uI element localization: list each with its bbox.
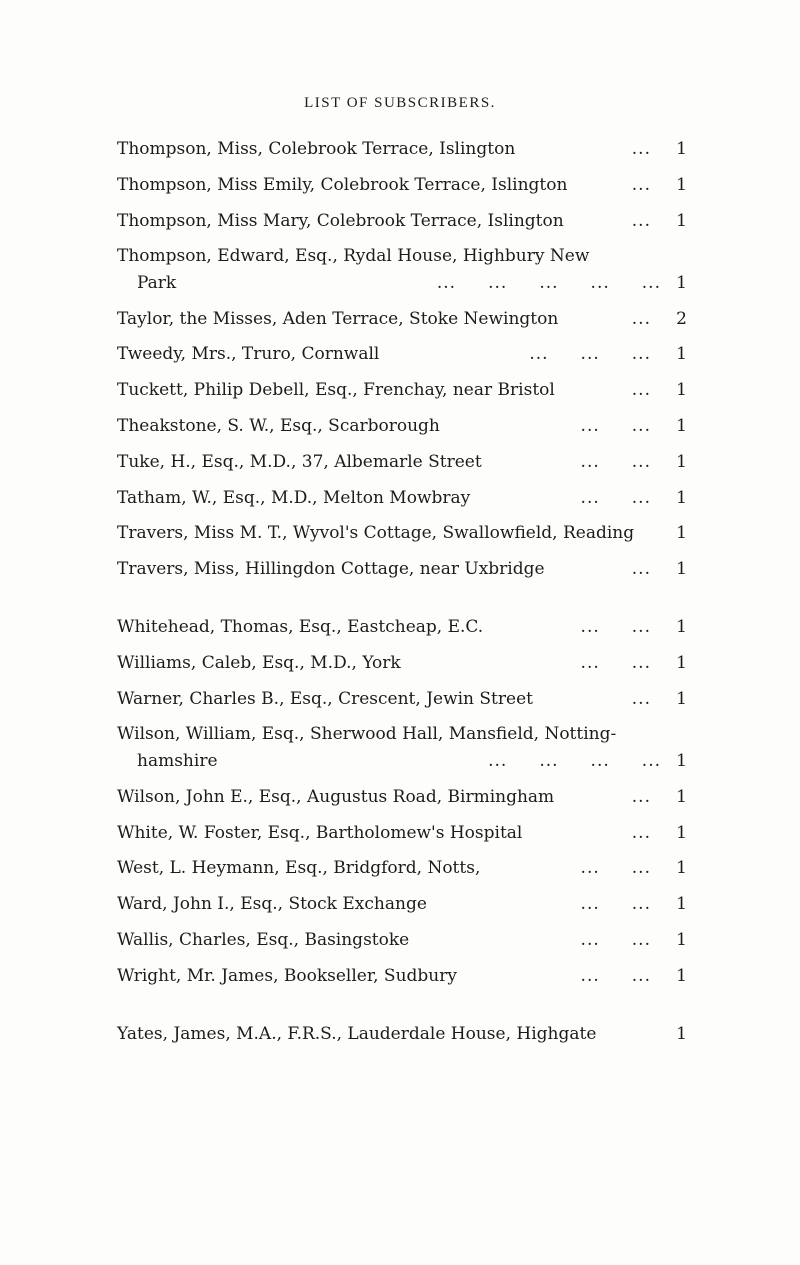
leader-dots: ... [631, 210, 651, 231]
copies-count: 1 [676, 858, 687, 879]
group-w [117, 614, 687, 989]
copies-count: 1 [676, 688, 687, 709]
group-spacer [117, 592, 687, 614]
subscriber-entry [117, 1021, 687, 1048]
leader-dots: ... [631, 174, 651, 195]
subscriber-name: Wilson, John E., Esq., Augustus Road, Birmingham [117, 786, 555, 807]
copies-count: 1 [676, 380, 687, 401]
copies-count: 1 [676, 786, 687, 807]
copies-count: 1 [676, 451, 687, 472]
leader-dots: ... [631, 139, 651, 159]
subscriber-entry [117, 891, 687, 918]
subscriber-entry [117, 855, 687, 882]
subscriber-name: Thompson, Miss Emily, Colebrook Terrace, Islington [117, 174, 568, 195]
leader-dots: ... ... ... [529, 344, 651, 365]
leader-dots: ... [631, 559, 651, 580]
subscriber-entry [117, 820, 687, 847]
copies-count: 1 [676, 174, 687, 195]
subscriber-name: Warner, Charles B., Esq., Crescent, Jewin Street [117, 688, 533, 709]
subscriber-name: Thompson, Miss Mary, Colebrook Terrace, Islington [117, 210, 564, 231]
subscriber-name: Yates, James, M.A., F.R.S., Lauderdale House, Highgate [117, 1023, 597, 1044]
subscriber-name: Travers, Miss M. T., Wyvol's Cottage, Swallowfield, Reading [117, 523, 635, 544]
subscriber-entry [117, 449, 687, 476]
subscriber-name: Theakstone, S. W., Esq., Scarborough [117, 416, 440, 437]
group-spacer [117, 999, 687, 1021]
subscriber-entry [117, 243, 687, 296]
copies-count: 1 [676, 822, 687, 843]
page-heading: LIST OF SUBSCRIBERS. [304, 95, 496, 111]
copies-count: 1 [676, 929, 687, 950]
subscriber-name: Thompson, Miss, Colebrook Terrace, Islington [117, 139, 516, 159]
leader-dots: ... ... ... ... [488, 750, 661, 771]
subscriber-entry [117, 721, 687, 774]
group-t [117, 136, 687, 583]
subscriber-entry [117, 136, 687, 163]
copies-count: 1 [676, 617, 687, 638]
subscriber-entry [117, 520, 687, 547]
copies-count: 1 [676, 272, 687, 293]
subscriber-name: White, W. Foster, Esq., Bartholomew's Hospital [117, 822, 523, 843]
leader-dots: ... ... [580, 416, 651, 437]
subscriber-name-continuation: hamshire [137, 750, 218, 771]
subscriber-entry [117, 927, 687, 954]
subscriber-entry [117, 556, 687, 583]
subscriber-entry [117, 172, 687, 199]
copies-count: 1 [676, 210, 687, 231]
copies-count: 1 [676, 344, 687, 365]
copies-count: 1 [676, 750, 687, 771]
subscriber-name: Tuke, H., Esq., M.D., 37, Albemarle Street [117, 451, 482, 472]
leader-dots: ... [631, 380, 651, 401]
subscriber-entry [117, 784, 687, 811]
copies-count: 1 [676, 652, 687, 673]
subscriber-name: Wallis, Charles, Esq., Basingstoke [117, 929, 410, 950]
subscriber-entry [117, 377, 687, 404]
leader-dots: ... [631, 308, 651, 329]
group-y [117, 1021, 687, 1048]
subscriber-name: Tweedy, Mrs., Truro, Cornwall [117, 344, 380, 365]
subscriber-entry [117, 306, 687, 333]
subscriber-name: Tatham, W., Esq., M.D., Melton Mowbray [117, 487, 471, 508]
subscriber-name: Travers, Miss, Hillingdon Cottage, near Uxbridge [117, 559, 545, 580]
leader-dots: ... ... [580, 965, 651, 986]
copies-count: 1 [676, 487, 687, 508]
subscriber-entry [117, 485, 687, 512]
leader-dots: ... ... [580, 894, 651, 915]
leader-dots: ... [631, 688, 651, 709]
copies-count: 2 [676, 308, 687, 329]
copies-count: 1 [676, 1023, 687, 1044]
subscriber-name-continuation: Park [137, 272, 177, 293]
leader-dots: ... [631, 786, 651, 807]
subscriber-entry [117, 650, 687, 677]
subscriber-name: Williams, Caleb, Esq., M.D., York [117, 652, 401, 673]
subscriber-entry [117, 614, 687, 641]
subscriber-name: Whitehead, Thomas, Esq., Eastcheap, E.C. [117, 617, 484, 638]
leader-dots: ... ... [580, 617, 651, 638]
subscriber-entry [117, 963, 687, 990]
leader-dots: ... ... [580, 652, 651, 673]
copies-count: 1 [676, 139, 687, 159]
copies-count: 1 [676, 416, 687, 437]
subscriber-name: Thompson, Edward, Esq., Rydal House, Highbury New [117, 246, 590, 267]
subscriber-entry [117, 686, 687, 713]
leader-dots: ... ... [580, 858, 651, 879]
subscriber-name: Wilson, William, Esq., Sherwood Hall, Mansfield, Notting- [117, 724, 617, 745]
leader-dots: ... ... [580, 487, 651, 508]
subscriber-entry [117, 413, 687, 440]
subscriber-name: Tuckett, Philip Debell, Esq., Frenchay, near Bristol [117, 380, 555, 401]
leader-dots: ... ... [580, 451, 651, 472]
copies-count: 1 [676, 523, 687, 544]
subscriber-list [117, 136, 687, 1056]
subscriber-name: Ward, John I., Esq., Stock Exchange [117, 894, 427, 915]
leader-dots: ... [631, 822, 651, 843]
subscriber-name: Wright, Mr. James, Bookseller, Sudbury [117, 965, 457, 986]
subscriber-name: Taylor, the Misses, Aden Terrace, Stoke Newington [117, 308, 559, 329]
copies-count: 1 [676, 894, 687, 915]
subscriber-entry [117, 208, 687, 235]
copies-count: 1 [676, 965, 687, 986]
leader-dots: ... ... [580, 929, 651, 950]
copies-count: 1 [676, 559, 687, 580]
leader-dots: ... ... ... ... ... [436, 272, 661, 293]
subscriber-name: West, L. Heymann, Esq., Bridgford, Notts, [117, 858, 481, 879]
subscriber-entry [117, 341, 687, 368]
